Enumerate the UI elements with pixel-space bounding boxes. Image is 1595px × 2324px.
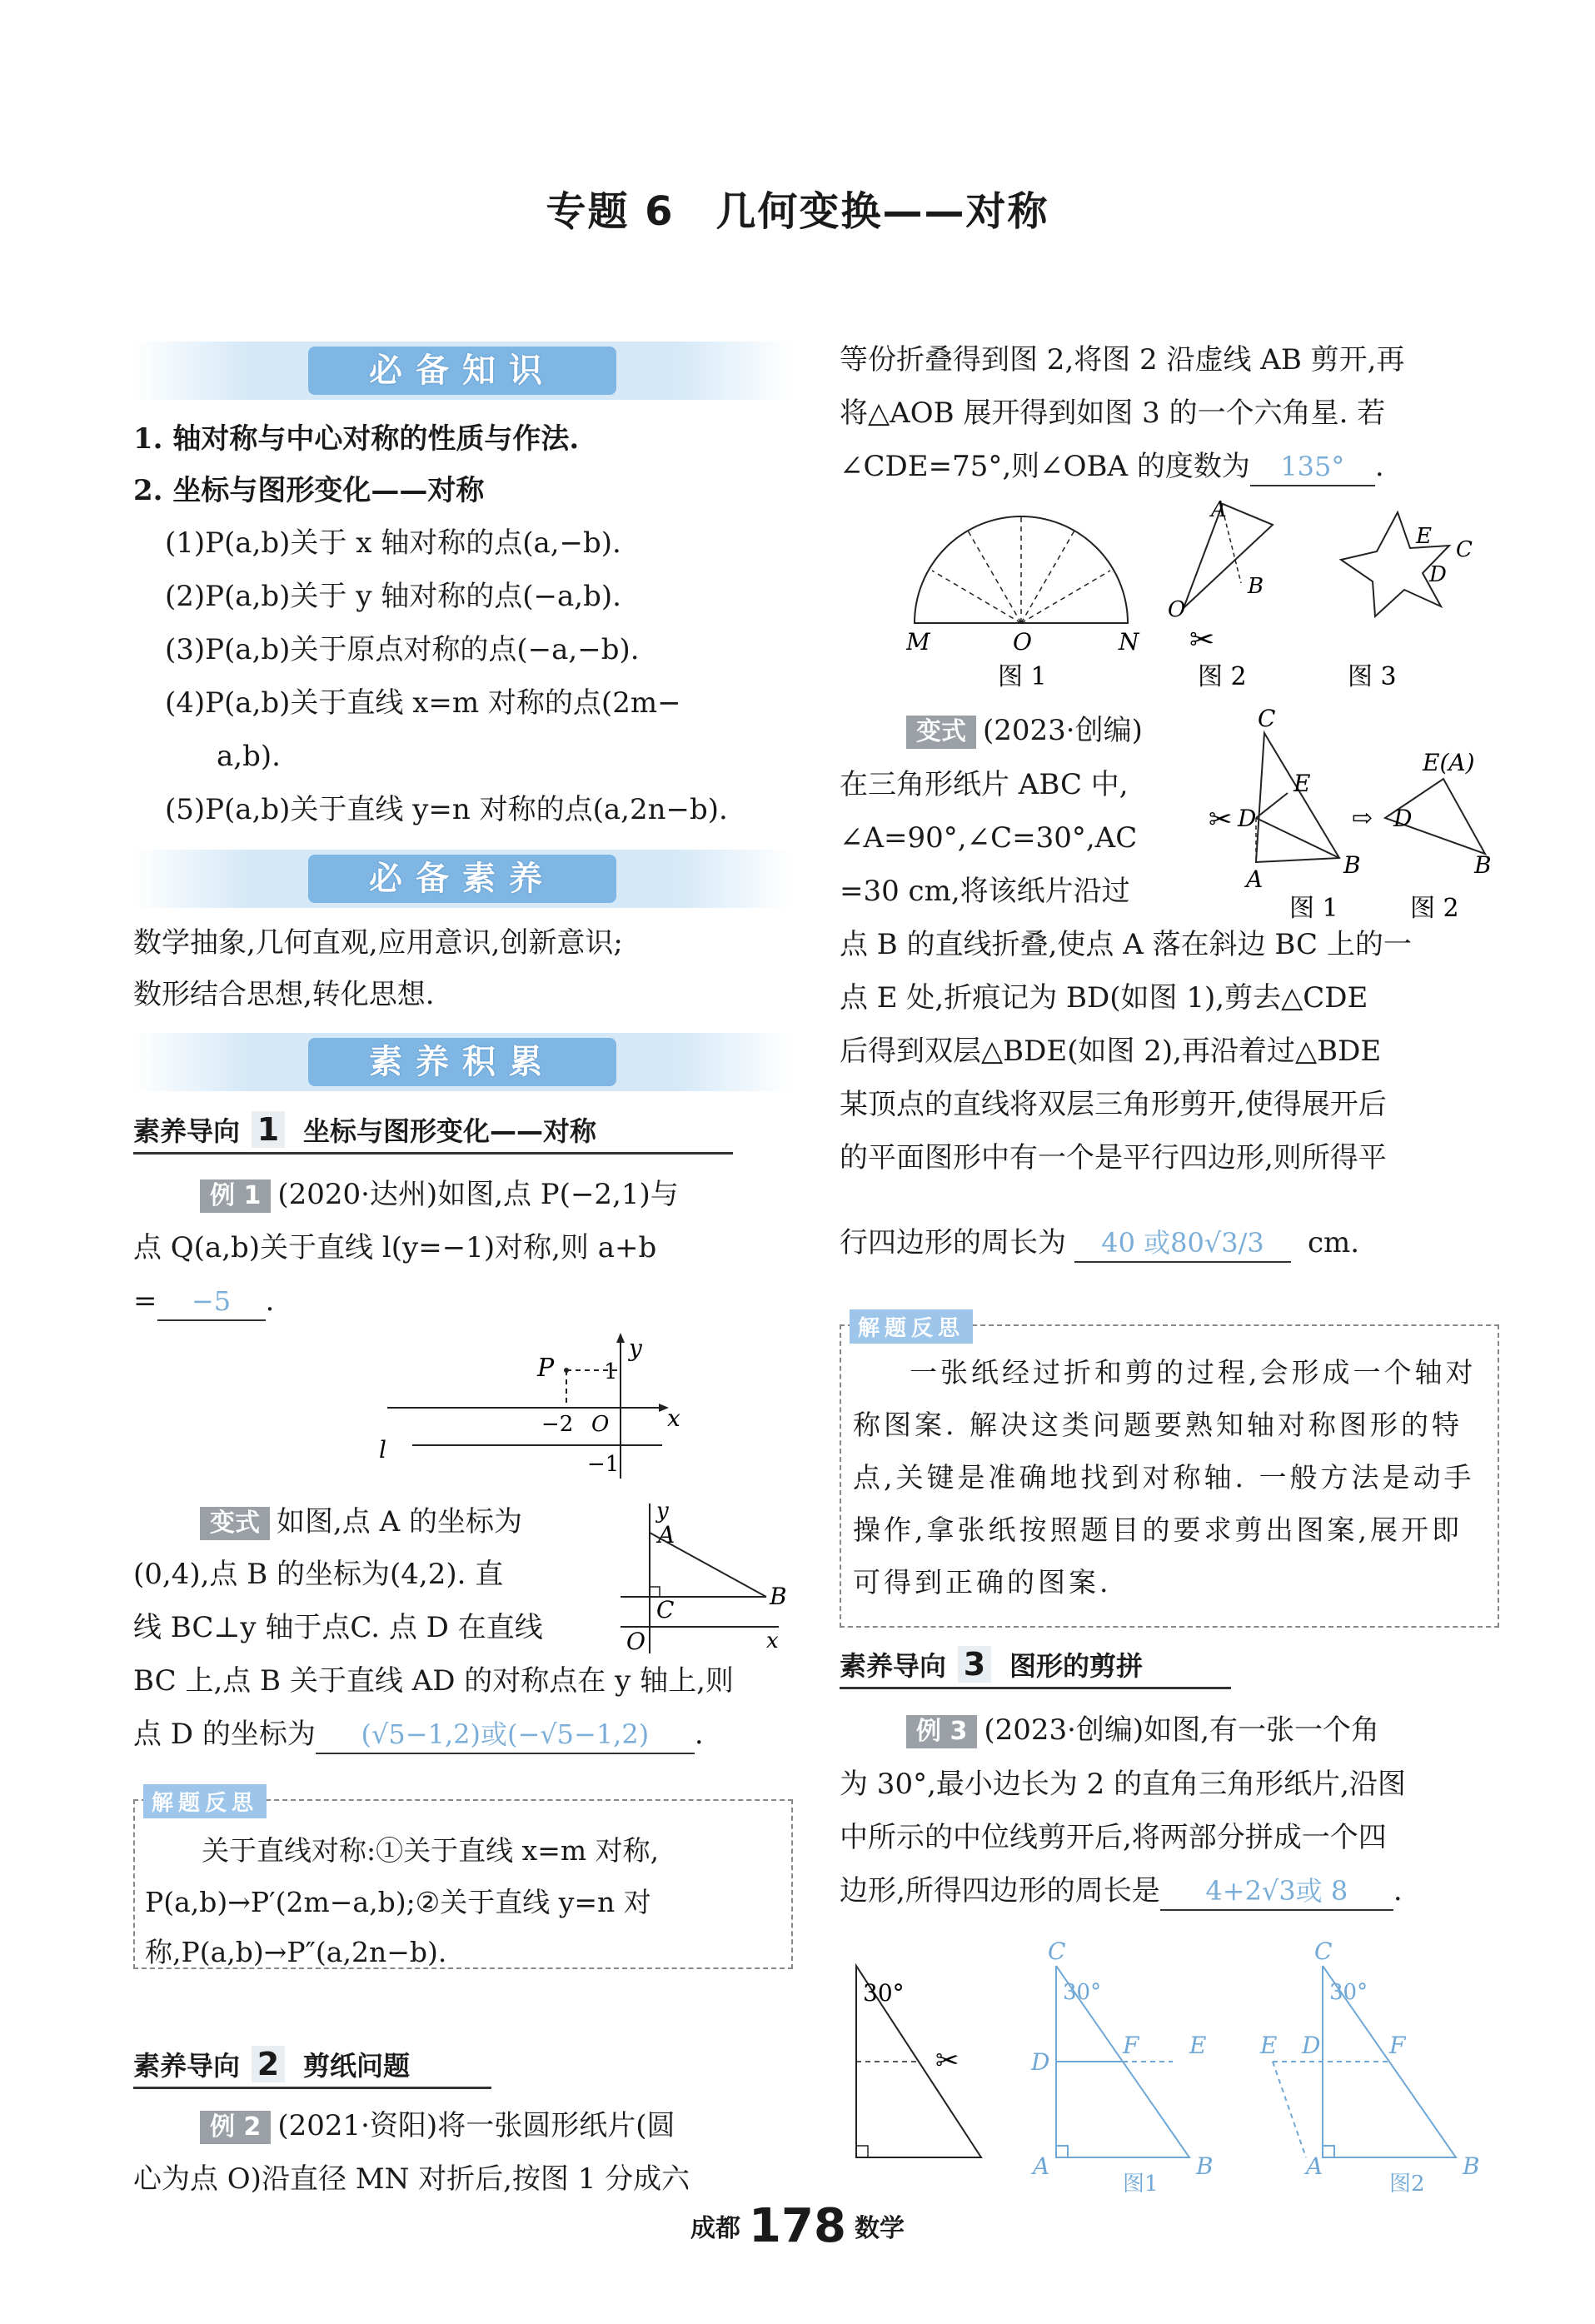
section-3-head: [840, 1645, 1231, 1689]
footer-subject: 数学: [854, 2214, 905, 2243]
variation-2-line-9: [840, 1224, 1359, 1263]
knowledge-sub-5: (5)P(a,b)关于直线 y=n 对称的点(a,2n−b).: [165, 793, 728, 826]
example-1-eq: =: [133, 1284, 157, 1318]
example-2-line-1: [200, 2107, 675, 2144]
variation-1-answer: (√5−1,2)或(−√5−1,2): [361, 1718, 650, 1750]
ex3-fig1-c: C: [1048, 1937, 1066, 1965]
var2-label-ea: E(A): [1423, 749, 1475, 776]
variation-1-line-3: 线 BC⊥y 轴于点C. 点 D 在直线: [133, 1611, 543, 1644]
knowledge-sub-2: (2)P(a,b)关于 y 轴对称的点(−a,b).: [165, 580, 621, 613]
var2-caption-2: 图 2: [1410, 894, 1459, 923]
fig3-label-d: D: [1429, 562, 1447, 587]
banner-literacy-label: 必备素养: [308, 855, 616, 903]
example-2-tag: 例 2: [200, 2111, 271, 2144]
ex3-fig2-edge: [1273, 2062, 1306, 2157]
variation-2-line-5: 点 E 处,折痕记为 BD(如图 1),剪去△CDE: [840, 981, 1368, 1015]
var1-label-a: A: [658, 1521, 675, 1549]
example-3-figures: [840, 1933, 1498, 2199]
example-2-figures: [906, 500, 1506, 700]
ex3-fig1-b: B: [1196, 2152, 1214, 2180]
example-2-text-3: ∠CDE=75°,则∠OBA 的度数为: [840, 450, 1250, 483]
example-2-end: .: [1374, 450, 1384, 483]
section-1-title: 坐标与图形变化——对称: [303, 1115, 597, 1147]
variation-1-line-1: [200, 1504, 522, 1540]
variation-2-line-4: 点 B 的直线折叠,使点 A 落在斜边 BC 上的一: [840, 928, 1412, 961]
fig2-label-b: B: [1248, 574, 1264, 599]
variation-2-text-9: 行四边形的周长为: [840, 1226, 1066, 1259]
reflection-1-line-3: 称,P(a,b)→P″(a,2n−b).: [145, 1936, 447, 1968]
reflection-1-tag: 解题反思: [143, 1784, 267, 1818]
section-2-label: 素养导向: [133, 2050, 241, 2082]
scissors-icon-3: ✂: [935, 2044, 959, 2077]
radius-2: [968, 531, 1021, 623]
variation-2-line-8: 的平面图形中有一个是平行四边形,则所得平: [840, 1141, 1387, 1174]
example-1-tag: 例 1: [200, 1179, 271, 1213]
section-2-number: 2: [252, 2046, 285, 2082]
fig1-label-m: M: [906, 628, 930, 656]
label-origin: O: [591, 1412, 610, 1437]
var2-label-e: E: [1293, 770, 1311, 797]
ex3-fig2-b: B: [1463, 2152, 1480, 2180]
variation-1-answer-blank: [316, 1716, 695, 1754]
label-neg1: −1: [587, 1452, 620, 1477]
variation-1-text-5: 点 D 的坐标为: [133, 1718, 316, 1751]
radius-5: [1021, 571, 1110, 623]
fig1-label-n: N: [1119, 628, 1139, 656]
variation-2-line-2: ∠A=90°,∠C=30°,AC: [840, 821, 1138, 855]
ex3-fig2-f: F: [1389, 2032, 1406, 2059]
reflection-box-1: [133, 1791, 793, 1969]
example-2-cont-2: 将△AOB 展开得到如图 3 的一个六角星. 若: [840, 396, 1386, 430]
page-title: 专题 6 几何变换——对称: [546, 188, 1049, 235]
ex3-angle-label: 30°: [863, 1979, 905, 2007]
example-3-text-4: 边形,所得四边形的周长是: [840, 1874, 1160, 1908]
variation-2-line-0: [906, 712, 1143, 749]
example-1-line-1: [200, 1176, 679, 1213]
example-1-end: .: [265, 1284, 275, 1318]
ex3-fig2-c: C: [1314, 1937, 1333, 1965]
page-number: 178: [749, 2199, 846, 2253]
ex3-fig2-e: E: [1260, 2032, 1278, 2059]
ex3-fig2-right-angle: [1323, 2146, 1334, 2157]
fig2-caption: 图 2: [1198, 662, 1247, 691]
var1-label-o: O: [626, 1628, 645, 1655]
y-arrow: [616, 1333, 625, 1343]
point-p: [564, 1368, 569, 1373]
banner-knowledge-label: 必备知识: [308, 347, 616, 395]
banner-accumulation: [133, 1033, 791, 1091]
reflection-1-line-2: P(a,b)→P′(2m−a,b);②关于直线 y=n 对: [145, 1886, 651, 1918]
example-2-cont-3: [840, 448, 1384, 486]
cut-line-ab: [1224, 516, 1241, 583]
scissors-icon-2: ✂: [1209, 803, 1233, 836]
knowledge-sub-4b: a,b).: [217, 740, 281, 773]
example-3-answer: 4+2√3或 8: [1205, 1875, 1348, 1907]
fig3-label-c: C: [1456, 537, 1473, 562]
fig1-label-o: O: [1013, 628, 1032, 656]
variation-2-answer-blank: [1074, 1224, 1291, 1263]
radius-1: [932, 571, 1021, 623]
fig3-label-e: E: [1416, 524, 1432, 549]
section-1-number: 1: [252, 1111, 285, 1148]
literacy-line-1: 数学抽象,几何直观,应用意识,创新意识;: [133, 926, 623, 960]
reflection-box-2: [840, 1316, 1499, 1628]
example-1-answer-blank: [157, 1283, 266, 1321]
variation-1-line-2: (0,4),点 B 的坐标为(4,2). 直: [133, 1558, 504, 1591]
variation-2-answer: 40 或80√3/3: [1101, 1227, 1264, 1259]
variation-1-line-4: BC 上,点 B 关于直线 AD 的对称点在 y 轴上,则: [133, 1664, 734, 1698]
scissors-icon: ✂: [1189, 623, 1215, 657]
knowledge-sub-4a: (4)P(a,b)关于直线 x=m 对称的点(2m−: [165, 686, 681, 720]
variation-2-line-1: 在三角形纸片 ABC 中,: [840, 768, 1129, 801]
example-2-text-1: (2021·资阳)将一张圆形纸片(圆: [277, 2109, 675, 2142]
section-2-head: [133, 2045, 491, 2089]
section-3-label: 素养导向: [840, 1650, 947, 1682]
fig2-label-o: O: [1168, 597, 1186, 622]
ex3-fig1-e: E: [1189, 2032, 1207, 2059]
var2-label-b2: B: [1474, 851, 1492, 879]
arrow-icon: ⇨: [1352, 804, 1373, 833]
semicircle: [915, 516, 1128, 623]
ex3-fig2-caption: 图2: [1389, 2172, 1425, 2197]
example-1-line-3: [133, 1283, 274, 1321]
ex3-fig1-a: A: [1033, 2152, 1050, 2180]
example-2-line-2: 心为点 O)沿直径 MN 对折后,按图 1 分成六: [133, 2162, 690, 2196]
example-1-answer: −5: [191, 1285, 232, 1317]
reflection-1-line-1: 关于直线对称:①关于直线 x=m 对称,: [202, 1834, 660, 1867]
ex3-fig1-angle: 30°: [1063, 1980, 1102, 2005]
reflection-2-tag: 解题反思: [850, 1309, 973, 1344]
example-1-line-2: 点 Q(a,b)关于直线 l(y=−1)对称,则 a+b: [133, 1231, 657, 1264]
example-3-tag: 例 3: [906, 1715, 977, 1748]
variation-1-tag: 变式: [200, 1507, 270, 1540]
variation-2-unit: cm.: [1308, 1226, 1360, 1259]
section-2-title: 剪纸问题: [303, 2050, 411, 2082]
var1-label-b: B: [770, 1583, 787, 1610]
ex3-right-angle: [856, 2146, 868, 2157]
label-p: P: [537, 1354, 555, 1383]
example-3-text-1: (2023·创编)如图,有一张一个角: [984, 1713, 1379, 1747]
literacy-line-2: 数形结合思想,转化思想.: [133, 978, 435, 1011]
fig3-caption: 图 3: [1348, 662, 1397, 691]
banner-literacy: [133, 850, 791, 908]
fig2-label-a: A: [1211, 500, 1227, 522]
reflection-2-text: 一张纸经过折和剪的过程,会形成一个轴对称图案. 解决这类问题要熟知轴对称图形的特点,关键是准确地找到对称轴. 一般方法是动手操作,拿张纸按照题目的要求剪出图案,展开即可得到正确的图案.: [853, 1356, 1477, 1598]
var2-label-a: A: [1246, 865, 1264, 893]
var2-label-c: C: [1258, 708, 1276, 732]
knowledge-sub-3: (3)P(a,b)关于原点对称的点(−a,−b).: [165, 633, 640, 666]
variation-1-figure: [616, 1499, 787, 1658]
example-1-figure: [379, 1333, 687, 1483]
var1-label-y: y: [656, 1499, 669, 1524]
ex3-fig2-angle: 30°: [1329, 1980, 1368, 2005]
var2-label-b: B: [1343, 851, 1361, 879]
example-2-cont-1: 等份折叠得到图 2,将图 2 沿虚线 AB 剪开,再: [840, 343, 1405, 377]
label-l: l: [379, 1436, 386, 1464]
banner-knowledge: [133, 342, 791, 400]
variation-2-figure: [1206, 708, 1498, 925]
triangle-abc: [1256, 733, 1339, 862]
section-3-title: 图形的剪拼: [1009, 1650, 1144, 1682]
label-one: 1: [604, 1359, 618, 1384]
label-x: x: [667, 1404, 680, 1432]
section-1-head: [133, 1110, 733, 1155]
variation-1-line-5: [133, 1716, 704, 1754]
variation-2-line-6: 后得到双层△BDE(如图 2),再沿着过△BDE: [840, 1035, 1382, 1068]
var2-caption-1: 图 1: [1289, 894, 1338, 923]
knowledge-item-1: 1. 轴对称与中心对称的性质与作法.: [133, 422, 580, 456]
section-3-number: 3: [958, 1646, 991, 1683]
example-3-line-3: 中所示的中位线剪开后,将两部分拼成一个四: [840, 1821, 1387, 1854]
radius-4: [1021, 531, 1074, 623]
variation-1-text-1: 如图,点 A 的坐标为: [277, 1505, 522, 1539]
example-2-answer: 135°: [1280, 451, 1345, 482]
example-1-text-1: (2020·达州)如图,点 P(−2,1)与: [277, 1178, 679, 1211]
example-3-line-2: 为 30°,最小边长为 2 的直角三角形纸片,沿图: [840, 1768, 1406, 1801]
example-2-answer-blank: [1250, 448, 1375, 486]
page-footer: [0, 2199, 1595, 2253]
example-3-answer-blank: [1160, 1873, 1393, 1911]
ex3-fig1-d: D: [1031, 2048, 1050, 2076]
variation-2-source: (2023·创编): [983, 714, 1143, 747]
variation-2-line-7: 某顶点的直线将双层三角形剪开,使得展开后: [840, 1088, 1387, 1121]
var2-label-d: D: [1238, 805, 1257, 832]
ex3-fig1-f: F: [1123, 2032, 1139, 2059]
var2-label-d2: D: [1393, 805, 1413, 832]
variation-2-tag: 变式: [906, 716, 976, 749]
example-3-end: .: [1393, 1874, 1403, 1908]
label-y: y: [629, 1334, 642, 1362]
variation-1-end: .: [694, 1718, 704, 1751]
section-1-label: 素养导向: [133, 1115, 241, 1147]
knowledge-item-2: 2. 坐标与图形变化——对称: [133, 474, 485, 507]
fig1-caption: 图 1: [998, 662, 1047, 691]
variation-2-line-3: =30 cm,将该纸片沿过: [840, 875, 1130, 908]
var1-label-c: C: [656, 1596, 675, 1623]
var1-label-x: x: [766, 1628, 779, 1653]
ex3-fig2-d: D: [1302, 2032, 1321, 2059]
banner-accumulation-label: 素养积累: [308, 1038, 616, 1086]
example-3-line-1: [906, 1712, 1379, 1748]
footer-city: 成都: [690, 2214, 741, 2243]
ex3-fig2-a: A: [1306, 2152, 1323, 2180]
label-neg2: −2: [541, 1412, 574, 1437]
ex3-fig1-caption: 图1: [1123, 2172, 1159, 2197]
ex3-fig1-right-angle: [1056, 2146, 1068, 2157]
example-3-line-4: [840, 1873, 1403, 1911]
knowledge-sub-1: (1)P(a,b)关于 x 轴对称的点(a,−b).: [165, 526, 621, 560]
